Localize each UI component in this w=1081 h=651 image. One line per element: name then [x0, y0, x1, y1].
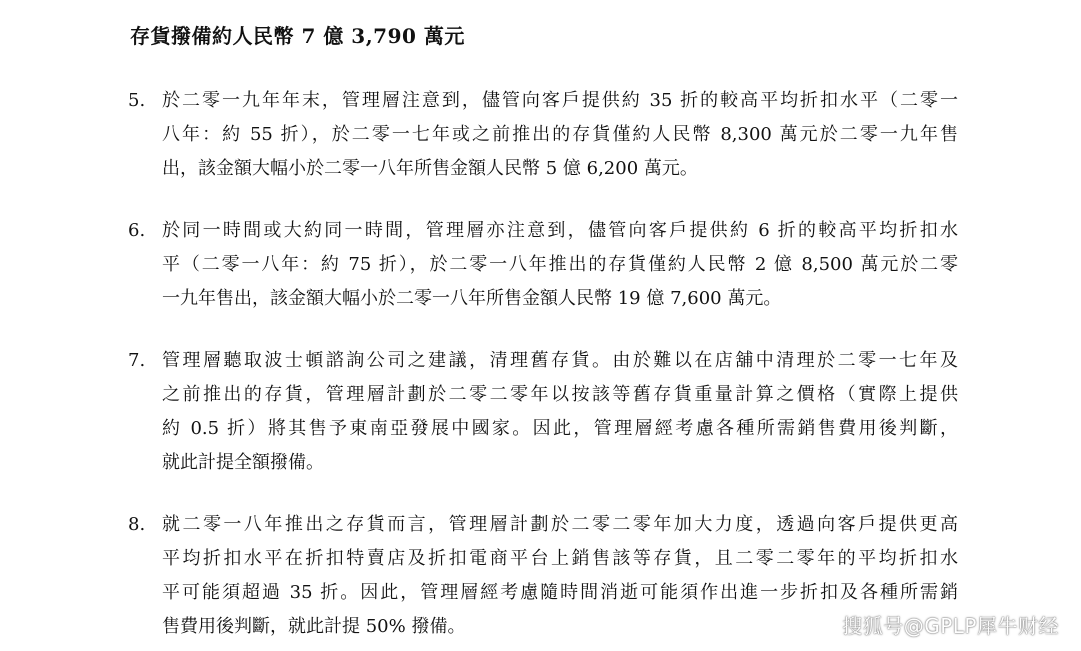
- item-text: [162, 84, 958, 186]
- item-number: 6.: [128, 220, 146, 241]
- item-line: 就二零一八年推出之存貨而言，管理層計劃於二零二零年加大力度，透過向客戶提供更高: [162, 514, 958, 535]
- item-line: 管理層聽取波士頓諮詢公司之建議，清理舊存貨。由於難以在店舖中清理於二零一七年及: [162, 350, 958, 371]
- item-text: [162, 344, 958, 480]
- item-line: 八年：約 55 折），於二零一七年或之前推出的存貨僅約人民幣 8,300 萬元於二零一九年售: [162, 124, 958, 145]
- item-number: 5.: [128, 90, 146, 111]
- item-line: 一九年售出，該金額大幅小於二零一八年所售金額人民幣 19 億 7,600 萬元。: [162, 288, 782, 309]
- item-line: 就此計提全額撥備。: [162, 452, 324, 473]
- item-line: 於二零一九年年末，管理層注意到，儘管向客戶提供約 35 折的較高平均折扣水平（二零一: [162, 90, 958, 111]
- item-line: 平（二零一八年：約 75 折），於二零一八年推出的存貨僅約人民幣 2 億 8,500 萬元於二零: [162, 254, 958, 275]
- item-line: 平可能須超過 35 折。因此，管理層經考慮隨時間消逝可能須作出進一步折扣及各種所需銷: [162, 582, 958, 603]
- item-line: 平均折扣水平在折扣特賣店及折扣電商平台上銷售該等存貨，且二零二零年的平均折扣水: [162, 548, 958, 569]
- item-number: 7.: [128, 350, 146, 371]
- item-text: [162, 214, 958, 316]
- item-number: 8.: [128, 514, 146, 535]
- item-line: 約 0.5 折）將其售予東南亞發展中國家。因此，管理層經考慮各種所需銷售費用後判斷，: [162, 418, 958, 439]
- item-text: [162, 508, 958, 644]
- watermark: 搜狐号@GPLP犀牛财经: [842, 614, 1059, 638]
- item-line: 於同一時間或大約同一時間，管理層亦注意到，儘管向客戶提供約 6 折的較高平均折扣水: [162, 220, 958, 241]
- item-line: 之前推出的存貨，管理層計劃於二零二零年以按該等舊存貨重量計算之價格（實際上提供: [162, 384, 958, 405]
- section-heading: 存貨撥備約人民幣 7 億 3,790 萬元: [130, 24, 465, 48]
- item-line: 售費用後判斷，就此計提 50% 撥備。: [162, 616, 466, 637]
- item-line: 出，該金額大幅小於二零一八年所售金額人民幣 5 億 6,200 萬元。: [162, 158, 698, 179]
